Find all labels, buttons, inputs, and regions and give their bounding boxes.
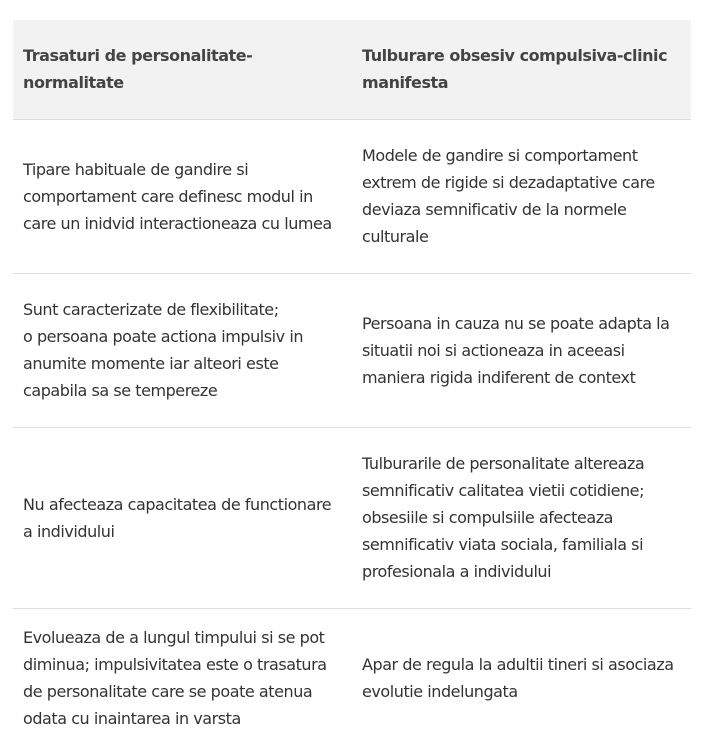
cell-text: Apar de regula la adultii tineri si asociaza evolutie indelungata xyxy=(362,654,674,701)
table-header xyxy=(13,20,691,119)
table-row xyxy=(13,273,691,427)
cell-ocd xyxy=(352,427,691,608)
table-body xyxy=(13,119,691,747)
cell-ocd xyxy=(352,608,691,747)
cell-text-line: o persoana poate actiona impulsiv in anumite momente iar alteori este capabila sa se tempereze xyxy=(23,327,304,400)
header-normal-personality: Trasaturi de personalitate-normalitate xyxy=(23,46,253,93)
cell-text-line: Sunt caracterizate de flexibilitate; xyxy=(23,300,279,319)
cell-normal xyxy=(13,608,352,747)
table-row xyxy=(13,119,691,273)
cell-normal xyxy=(13,427,352,608)
cell-text: Nu afecteaza capacitatea de functionare a individului xyxy=(23,494,332,541)
cell-text: Tulburarile de personalitate altereaza semnificativ calitatea vietii cotidiene; obsesiile si compulsiile afecteaza semnificativ viata sociala, familiala si profesionala a individului xyxy=(362,454,645,581)
table-row xyxy=(13,608,691,747)
cell-ocd xyxy=(352,273,691,427)
table-row xyxy=(13,427,691,608)
header-ocd-clinical: Tulburare obsesiv compulsiva-clinic manifesta xyxy=(362,46,668,93)
cell-text: Modele de gandire si comportament extrem de rigide si dezadaptative care deviaza semnificativ de la normele culturale xyxy=(362,146,655,246)
header-row xyxy=(13,20,691,119)
cell-normal xyxy=(13,273,352,427)
cell-text: Evolueaza de a lungul timpului si se pot diminua; impulsivitatea este o trasatura de personalitate care se poate atenua odata cu inaintarea in varsta xyxy=(23,627,327,728)
comparison-table xyxy=(13,20,691,747)
comparison-table-container xyxy=(13,20,691,747)
cell-text: Persoana in cauza nu se poate adapta la situatii noi si actioneaza in aceeasi maniera rigida indiferent de context xyxy=(362,313,670,387)
cell-normal xyxy=(13,119,352,273)
cell-text: Tipare habituale de gandire si comportament care definesc modul in care un inidvid interactioneaza cu lumea xyxy=(23,159,332,233)
cell-ocd xyxy=(352,119,691,273)
